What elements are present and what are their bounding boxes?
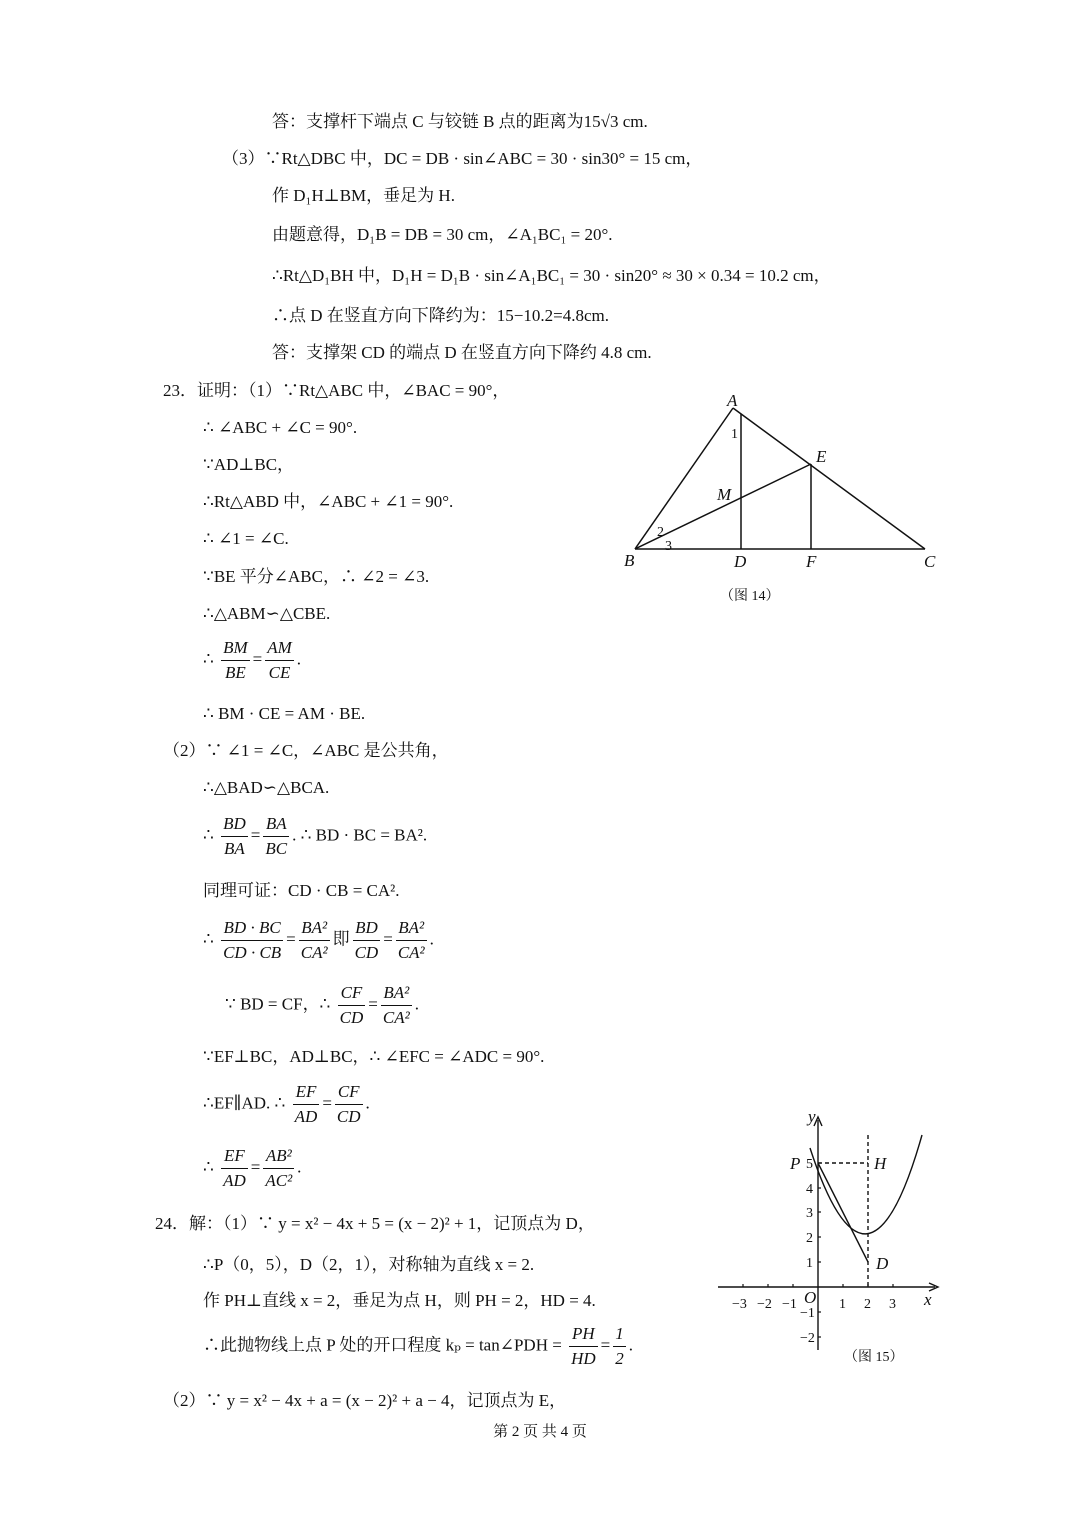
- text-line: ∴△ABM∽△CBE.: [203, 604, 331, 623]
- text-line: 24．解：（1）∵ y = x² − 4x + 5 = (x − 2)² + 1，记顶点为 D，: [155, 1214, 595, 1233]
- axis-label-x: x: [924, 1290, 932, 1309]
- fraction: [263, 1144, 294, 1193]
- denominator: CD · CB: [223, 943, 282, 962]
- fraction: [381, 981, 412, 1030]
- segment-pd: [818, 1163, 868, 1262]
- text-line: ∴Rt△D₁BH 中，D₁H = D₁B · sin∠A₁BC₁ = 30 · sin20° ≈ 30 × 0.34 = 10.2 cm，: [272, 266, 831, 285]
- text-line: ∴ ∠1 = ∠C.: [203, 529, 289, 548]
- label-h: H: [874, 1154, 887, 1173]
- denominator: 2: [615, 1349, 624, 1368]
- fraction: [613, 1322, 626, 1371]
- prefix: ∴: [203, 929, 214, 949]
- text-line: 作 PH⊥直线 x = 2，垂足为点 H，则 PH = 2，HD = 4.: [203, 1291, 596, 1310]
- numerator: BA²: [299, 916, 330, 941]
- prefix: ∴EF∥AD. ∴: [203, 1093, 286, 1113]
- y-tick-label: 4: [806, 1182, 813, 1197]
- prefix: ∴: [203, 1157, 214, 1177]
- fraction: [221, 636, 250, 685]
- x-tick-label: −3: [732, 1297, 747, 1312]
- label-p: P: [790, 1154, 801, 1173]
- prefix: ∵ BD = CF，∴: [225, 994, 331, 1014]
- label-f: F: [806, 552, 817, 571]
- numerator: EF: [221, 1144, 248, 1169]
- y-tick-label: 5: [806, 1157, 813, 1172]
- denominator: CD: [354, 943, 379, 962]
- fraction-line: [225, 981, 419, 1039]
- fraction: [263, 812, 289, 861]
- figure-caption: （图 14）: [720, 589, 780, 604]
- denominator: AC²: [265, 1171, 293, 1190]
- axis-label-y: y: [808, 1107, 816, 1126]
- label-b: B: [624, 551, 635, 570]
- denominator: CA²: [382, 1008, 410, 1027]
- fraction: [265, 636, 294, 685]
- text-line: ∴Rt△ABD 中，∠ABC + ∠1 = 90°.: [203, 492, 454, 511]
- label-e: E: [816, 447, 827, 466]
- denominator: BE: [224, 663, 246, 682]
- x-tick-label: 2: [864, 1297, 871, 1312]
- numerator: AB²: [263, 1144, 294, 1169]
- label-m: M: [717, 485, 732, 504]
- operator: =: [250, 825, 261, 845]
- label-a: A: [727, 391, 738, 410]
- text-line: ∴ BM · CE = AM · BE.: [203, 704, 366, 723]
- angle-label-2: 2: [657, 525, 664, 540]
- x-tick-label: −1: [782, 1297, 797, 1312]
- y-tick-label: 1: [806, 1256, 813, 1271]
- denominator: CD: [339, 1008, 364, 1027]
- text-line: （2）∵ y = x² − 4x + a = (x − 2)² + a − 4，记顶点为 E，: [163, 1391, 567, 1410]
- numerator: CF: [335, 1080, 363, 1105]
- numerator: BA²: [396, 916, 427, 941]
- x-tick-label: 1: [839, 1297, 846, 1312]
- text-line: 23．证明：（1）∵Rt△ABC 中，∠BAC = 90°，: [163, 381, 510, 400]
- figure-15: [710, 1100, 950, 1375]
- suffix: .: [296, 649, 302, 669]
- fraction-line: [203, 1322, 633, 1380]
- numerator: BA: [263, 812, 289, 837]
- fraction-line: [203, 1080, 370, 1138]
- numerator: BD: [221, 812, 248, 837]
- fraction: [221, 812, 248, 861]
- fraction-line: [203, 1144, 301, 1202]
- operator: =: [286, 929, 296, 949]
- denominator: CA²: [397, 943, 425, 962]
- suffix: .: [628, 1335, 633, 1355]
- suffix: .: [414, 994, 419, 1014]
- fraction: [299, 916, 330, 965]
- numerator: PH: [569, 1322, 598, 1347]
- label-d: D: [734, 552, 747, 571]
- suffix: .: [365, 1093, 370, 1113]
- figure-14: [610, 390, 960, 610]
- numerator: EF: [293, 1080, 320, 1105]
- operator: =: [322, 1093, 332, 1113]
- y-tick-label: −1: [800, 1306, 815, 1321]
- fraction-line: [203, 636, 301, 694]
- fraction: [353, 916, 381, 965]
- fraction: [569, 1322, 598, 1371]
- label-c: C: [924, 552, 936, 571]
- numerator: BA²: [381, 981, 412, 1006]
- page-footer: 第 2 页 共 4 页: [493, 1424, 587, 1440]
- angle-label-3: 3: [665, 539, 672, 554]
- text-line: 由题意得，D₁B = DB = 30 cm，∠A₁BC₁ = 20°.: [272, 225, 613, 244]
- label-d: D: [876, 1254, 889, 1273]
- connector: 即: [332, 929, 350, 949]
- y-tick-label: 3: [806, 1206, 813, 1221]
- prefix: ∴: [203, 825, 214, 845]
- numerator: 1: [613, 1322, 626, 1347]
- x-tick-label: −2: [757, 1297, 772, 1312]
- parabola: [810, 1135, 922, 1234]
- denominator: CE: [268, 663, 291, 682]
- operator: =: [600, 1335, 611, 1355]
- origin-label: O: [804, 1288, 817, 1307]
- x-tick-label: 3: [889, 1297, 896, 1312]
- text-line: ∵EF⊥BC，AD⊥BC，∴ ∠EFC = ∠ADC = 90°.: [203, 1047, 545, 1066]
- denominator: CA²: [300, 943, 328, 962]
- segment-ac: [733, 408, 925, 549]
- numerator: BM: [221, 636, 250, 661]
- operator: =: [252, 649, 263, 669]
- y-tick-label: −2: [800, 1331, 815, 1346]
- text-line: ∴△BAD∽△BCA.: [203, 778, 330, 797]
- figure-caption: （图 15）: [844, 1350, 904, 1365]
- numerator: AM: [265, 636, 294, 661]
- segment-ab: [635, 408, 733, 549]
- text-line: 作 D₁H⊥BM，垂足为 H.: [272, 186, 455, 205]
- numerator: CF: [338, 981, 366, 1006]
- fraction: [293, 1080, 320, 1129]
- text-line: ∵AD⊥BC，: [203, 455, 295, 474]
- text-line: ∴P（0，5），D（2，1），对称轴为直线 x = 2.: [203, 1255, 535, 1274]
- fraction: [396, 916, 427, 965]
- denominator: CD: [336, 1107, 361, 1126]
- denominator: BC: [265, 839, 288, 858]
- suffix: . ∴ BD · BC = BA².: [292, 825, 428, 845]
- text-line: ∴点 D 在竖直方向下降约为：15−10.2=4.8cm.: [272, 306, 609, 325]
- fraction: [335, 1080, 363, 1129]
- fraction: [338, 981, 366, 1030]
- numerator: BD · BC: [221, 916, 283, 941]
- text-line: 同理可证：CD · CB = CA².: [203, 881, 400, 900]
- fraction-line: [203, 812, 427, 870]
- prefix: ∴: [203, 649, 214, 669]
- angle-label-1: 1: [731, 427, 738, 442]
- y-tick-label: 2: [806, 1231, 813, 1246]
- suffix: .: [297, 1157, 302, 1177]
- denominator: AD: [294, 1107, 318, 1126]
- denominator: HD: [571, 1349, 596, 1368]
- fraction: [221, 916, 283, 965]
- fraction-line: [203, 916, 434, 974]
- text-line: 答：支撑架 CD 的端点 D 在竖直方向下降约 4.8 cm.: [272, 343, 652, 362]
- fraction: [221, 1144, 248, 1193]
- denominator: AD: [223, 1171, 246, 1190]
- text-line: （2）∵ ∠1 = ∠C，∠ABC 是公共角，: [163, 741, 449, 760]
- operator: =: [368, 994, 378, 1014]
- text-line: ∵BE 平分∠ABC，∴ ∠2 = ∠3.: [203, 567, 430, 586]
- operator: =: [383, 929, 393, 949]
- text-line: ∴ ∠ABC + ∠C = 90°.: [203, 418, 358, 437]
- text-line: 答：支撑杆下端点 C 与铰链 B 点的距离为15√3 cm.: [272, 112, 648, 131]
- numerator: BD: [353, 916, 381, 941]
- operator: =: [250, 1157, 261, 1177]
- text-line: （3）∵Rt△DBC 中，DC = DB · sin∠ABC = 30 · sin30° = 15 cm，: [222, 149, 703, 168]
- denominator: BA: [224, 839, 245, 858]
- prefix: ∴此抛物线上点 P 处的开口程度 kₚ = tan∠PDH =: [203, 1335, 562, 1355]
- suffix: .: [429, 929, 434, 949]
